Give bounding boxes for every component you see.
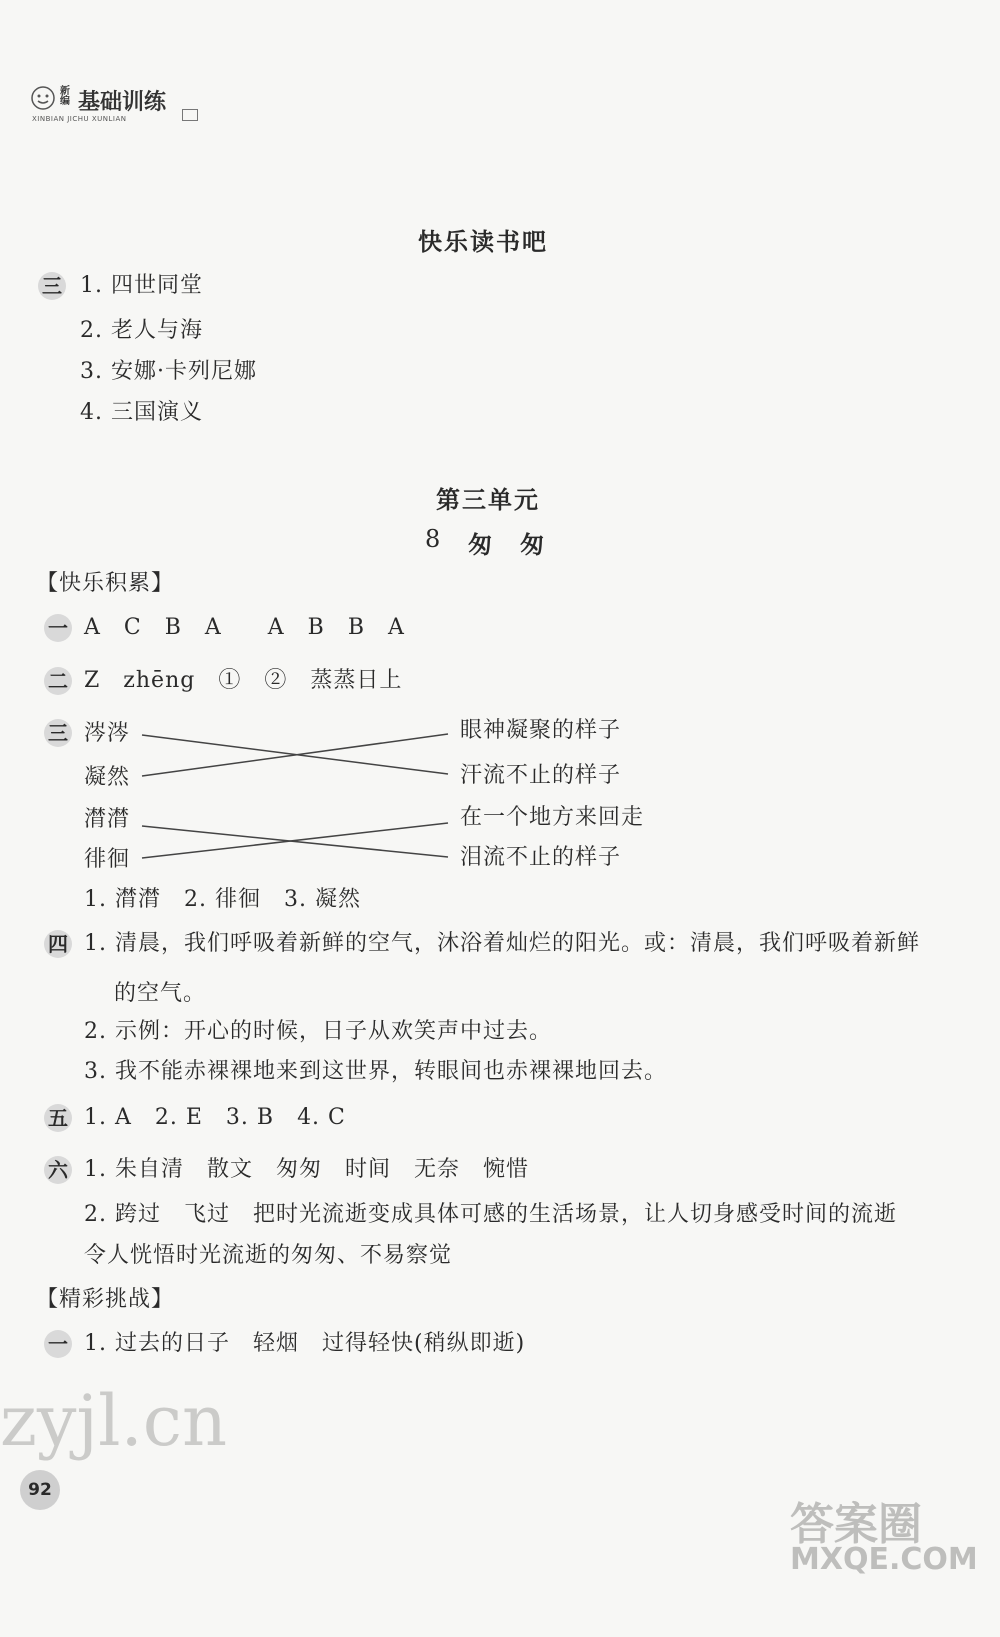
watermark-url: MXQE.COM <box>790 1542 978 1577</box>
answer-text: 1. A 2. E 3. B 4. C <box>84 1105 346 1130</box>
question-marker: 三 <box>38 272 66 300</box>
answer-line: 3. 我不能赤裸裸地来到这世界，转眼间也赤裸裸地回去。 <box>84 1059 667 1084</box>
answer-text: 1. 过去的日子 轻烟 过得轻快(稍纵即逝) <box>84 1331 526 1356</box>
watermark-left: zyjl.cn <box>0 1380 228 1462</box>
match-left-item: 潸潸 <box>84 807 131 832</box>
answer-line: 的空气。 <box>114 981 207 1006</box>
answer-line: 2. 跨过 飞过 把时光流逝变成具体可感的生活场景，让人切身感受时间的流逝 <box>84 1202 897 1227</box>
answer-text: Z zhēng ① ② 蒸蒸日上 <box>84 668 403 693</box>
section-heading: 【精彩挑战】 <box>36 1287 175 1312</box>
answer-line: 1. 朱自清 散文 匆匆 时间 无奈 惋惜 <box>84 1157 529 1182</box>
reading-item: 3. 安娜·卡列尼娜 <box>80 359 257 384</box>
match-left-item: 凝然 <box>84 765 131 790</box>
answer-text: A C B A A B B A <box>84 615 405 640</box>
answer-text: 1. 潸潸 2. 徘徊 3. 凝然 <box>84 887 361 912</box>
brand-small: 新编 <box>60 86 70 107</box>
question-marker: 六 <box>44 1156 72 1184</box>
lesson-number: 8 <box>425 525 443 553</box>
watermark-right: 答案圈 <box>790 1499 922 1550</box>
answer-line: 1. 清晨，我们呼吸着新鲜的空气，沐浴着灿烂的阳光。或：清晨，我们呼吸着新鲜 <box>84 931 920 956</box>
page-number: 92 <box>20 1470 60 1510</box>
answer-line: 2. 示例：开心的时候，日子从欢笑声中过去。 <box>84 1019 552 1044</box>
reading-title: 快乐读书吧 <box>418 227 548 256</box>
reading-item: 4. 三国演义 <box>80 400 203 425</box>
match-right-item: 汗流不止的样子 <box>460 763 622 788</box>
unit-title: 第三单元 <box>436 485 540 514</box>
question-marker: 一 <box>44 614 72 642</box>
match-left-item: 徘徊 <box>84 847 131 872</box>
section-heading: 【快乐积累】 <box>36 571 175 596</box>
brand-title: 基础训练 <box>78 90 167 115</box>
question-marker: 五 <box>44 1104 72 1132</box>
lesson-title: 匆 匆 <box>468 530 546 559</box>
question-marker: 三 <box>44 719 72 747</box>
match-left-item: 涔涔 <box>84 721 131 746</box>
question-marker: 二 <box>44 667 72 695</box>
match-right-item: 泪流不止的样子 <box>460 845 622 870</box>
match-right-item: 在一个地方来回走 <box>460 805 645 830</box>
answer-line: 令人恍悟时光流逝的匆匆、不易察觉 <box>84 1243 453 1268</box>
brand-pinyin: XINBIAN JICHU XUNLIAN <box>32 115 127 123</box>
question-marker: 四 <box>44 930 72 958</box>
match-right-item: 眼神凝聚的样子 <box>460 718 622 743</box>
reading-item: 1. 四世同堂 <box>80 273 203 298</box>
question-marker: 一 <box>44 1330 72 1358</box>
reading-item: 2. 老人与海 <box>80 318 203 343</box>
